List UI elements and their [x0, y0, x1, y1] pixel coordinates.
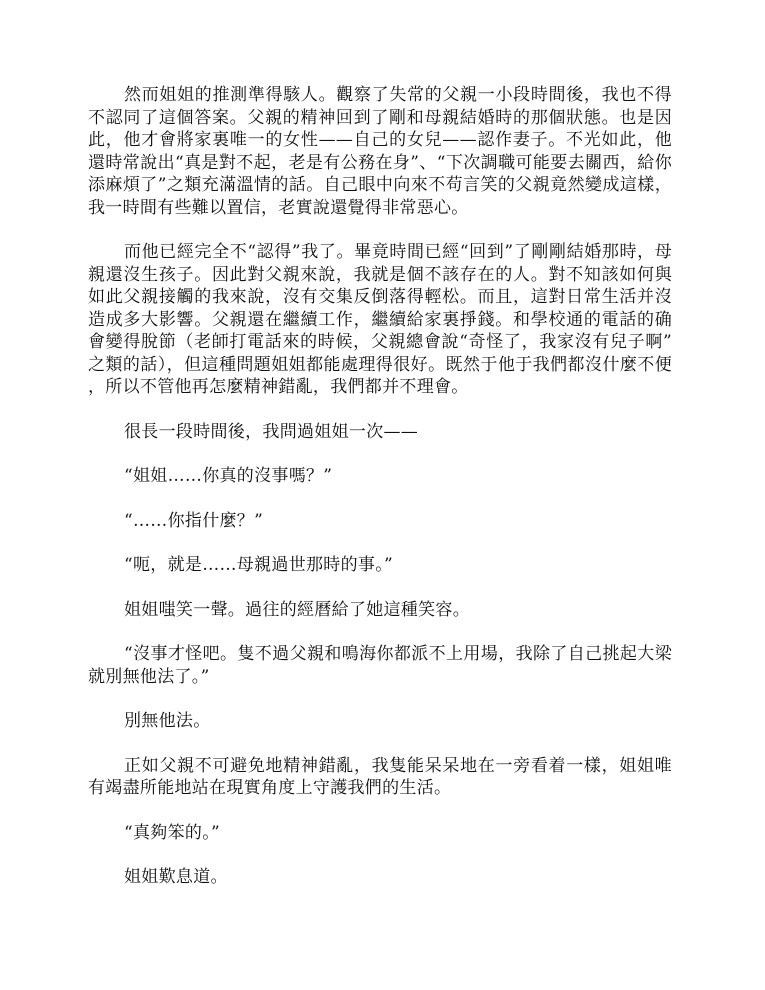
paragraph: 別無他法。 — [124, 711, 211, 731]
paragraph: “沒事才怪吧。隻不過父親和鳴海你都派不上用場，我除了自己挑起大梁就別無他法了。” — [88, 644, 672, 687]
paragraph: “姐姐……你真的沒事嗎？” — [124, 466, 333, 486]
paragraph: “……你指什麼？” — [124, 510, 264, 531]
paragraph: 很長一段時間後，我問過姐姐一次—— — [124, 421, 419, 442]
paragraph: “真夠笨的。” — [124, 822, 220, 843]
paragraph: 然而姐姐的推測準得駭人。觀察了失常的父親一小段時間後，我也不得不認同了這個答案。父親的精神回到了剛和母親結婚時的那個狀態。也是因此，他才會將家裏唯一的女性——自己的女兒——認作妻子。不光如此，他還時常說出“真是對不起，老是有公務在身”、“下次調職可能要去關西，給你添麻煩了”之類充滿溫情的話。自己眼中向來不苟言笑的父親竟然變成這樣，我一時間有些難以置信，老實說還覺得非常惡心。 — [88, 85, 672, 218]
paragraph: “呃，就是……母親過世那時的事。” — [124, 555, 393, 575]
paragraph: 而他已經完全不“認得”我了。畢竟時間已經“回到”了剛剛結婚那時，母親還沒生孩子。因此對父親來說，我就是個不該存在的人。對不知該如何與如此父親接觸的我來說，沒有交集反倒落得輕松。而且，這對日常生活并沒造成多大影響。父親還在繼續工作，繼續給家裏掙錢。和學校通的電話的确會變得脫節（老師打電話來的時候，父親總會說“奇怪了，我家沒有兒子啊”之類的話），但這種問題姐姐都能處理得很好。既然于他于我們都沒什麼不便，所以不管他再怎麼精神錯亂，我們都并不理會。 — [88, 242, 672, 397]
paragraph: 姐姐嗤笑一聲。過往的經曆給了她這種笑容。 — [124, 599, 470, 620]
body-text — [88, 84, 672, 911]
paragraph: 姐姐歎息道。 — [124, 867, 228, 887]
paragraph: 正如父親不可避免地精神錯亂，我隻能呆呆地在一旁看着一樣，姐姐唯有竭盡所能地站在現實角度上守護我們的生活。 — [88, 755, 672, 798]
